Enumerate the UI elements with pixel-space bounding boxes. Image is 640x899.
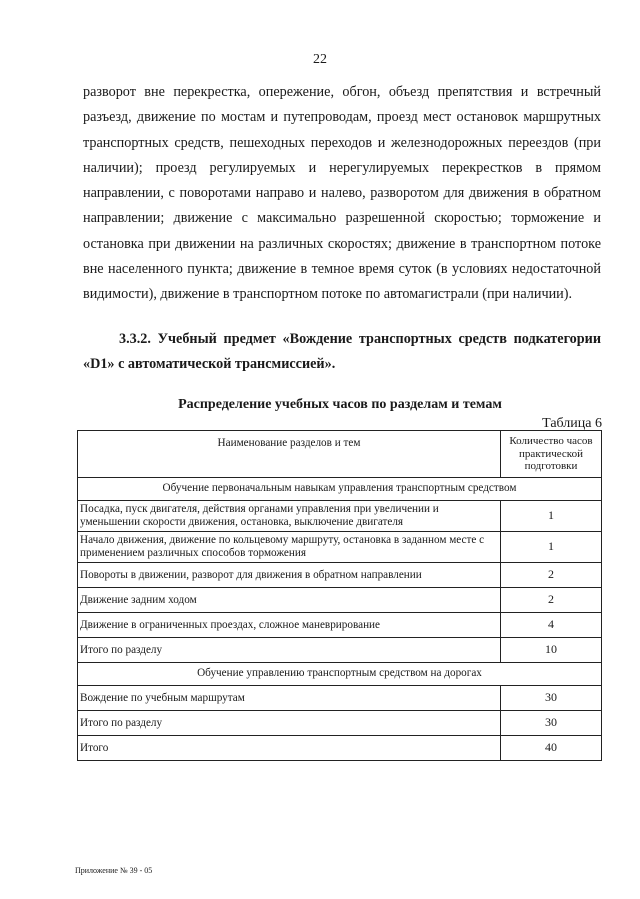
- table-row: [78, 637, 602, 662]
- section-title: Обучение первоначальным навыкам управления транспортным средством: [78, 477, 602, 500]
- topic-name: Движение в ограниченных проездах, сложное маневрирование: [78, 612, 501, 637]
- subject-title: Учебный предмет «Вождение транспортных средств подкатегории «D1» с автоматической трансмиссией».: [83, 331, 602, 372]
- topic-name: Начало движения, движение по кольцевому маршруту, остановка в заданном месте с применением различных способов торможения: [78, 531, 501, 562]
- topic-name: Посадка, пуск двигателя, действия органами управления при увеличении и уменьшении скорости движения, остановка, выключение двигателя: [78, 500, 501, 531]
- topic-name: Вождение по учебным маршрутам: [78, 685, 501, 710]
- footer-note: Приложение № 39 - 05: [75, 866, 153, 875]
- topic-hours: 2: [501, 587, 602, 612]
- table-row: [78, 735, 602, 760]
- body-paragraph: [83, 80, 601, 308]
- table-row: [78, 685, 602, 710]
- table-row: [78, 587, 602, 612]
- table-row: [78, 710, 602, 735]
- subject-heading: [83, 327, 601, 377]
- table-row: [78, 500, 602, 531]
- topic-hours: 1: [501, 531, 602, 562]
- topic-name: Итого: [78, 735, 501, 760]
- topic-hours: 10: [501, 637, 602, 662]
- section-title: Обучение управлению транспортным средством на дорогах: [78, 662, 602, 685]
- topic-name: Итого по разделу: [78, 637, 501, 662]
- topic-hours: 30: [501, 710, 602, 735]
- table-row: [78, 612, 602, 637]
- topic-name: Итого по разделу: [78, 710, 501, 735]
- section-row: [78, 662, 602, 685]
- header-name: Наименование разделов и тем: [78, 431, 501, 478]
- table-header-row: [78, 431, 602, 478]
- topic-name: Повороты в движении, разворот для движения в обратном направлении: [78, 562, 501, 587]
- subject-number: 3.3.2.: [119, 331, 151, 347]
- page-number: 22: [313, 52, 327, 67]
- table-row: [78, 531, 602, 562]
- table-label: Таблица 6: [542, 416, 602, 431]
- topic-name: Движение задним ходом: [78, 587, 501, 612]
- topic-hours: 40: [501, 735, 602, 760]
- topic-hours: 30: [501, 685, 602, 710]
- topic-hours: 1: [501, 500, 602, 531]
- hours-table: [77, 430, 602, 761]
- topic-hours: 4: [501, 612, 602, 637]
- table-row: [78, 562, 602, 587]
- topic-hours: 2: [501, 562, 602, 587]
- body-paragraph-text: разворот вне перекрестка, опережение, обгон, объезд препятствия и встречный разъезд, движение по мостам и путепроводам, проезд мест остановок маршрутных транспортных средств, пешеходных переходов и железнодорожных переездов (при наличии); проезд регулируемых и нерегулируемых перекрестков в прямом направлении, с поворотами направо и налево, разворотом для движения в обратном направлении; движение с максимально разрешенной скоростью; торможение и остановка при движении на различных скоростях; движение в транспортном потоке вне населенного пункта; движение в темное время суток (в условиях недостаточной видимости), движение в транспортном потоке по автомагистрали (при наличии).: [83, 84, 601, 303]
- table-title: Распределение учебных часов по разделам и темам: [178, 397, 502, 412]
- section-row: [78, 477, 602, 500]
- header-hours: Количество часов практической подготовки: [501, 431, 602, 478]
